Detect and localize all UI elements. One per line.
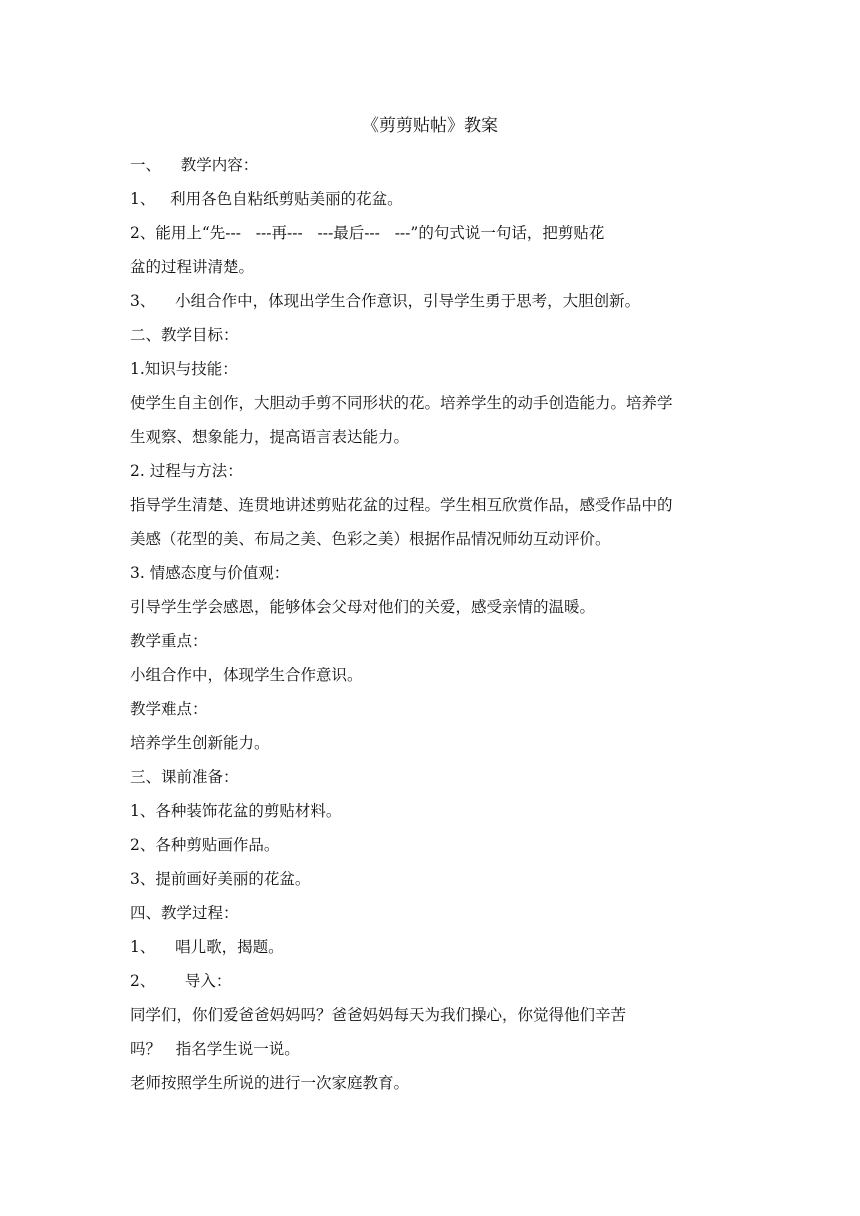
- goal-text-knowledge-skills-continued: 生观察、想象能力，提高语言表达能力。: [130, 428, 410, 446]
- content-item-3: 3、 小组合作中，体现出学生合作意识，引导学生勇于思考，大胆创新。: [130, 292, 641, 310]
- process-text-2: 老师按照学生所说的进行一次家庭教育。: [130, 1074, 410, 1092]
- goal-text-knowledge-skills: 使学生自主创作，大胆动手剪不同形状的花。培养学生的动手创造能力。培养学: [130, 394, 673, 412]
- section-heading-teaching-process: 四、教学过程：: [130, 904, 239, 922]
- process-item-1: 1、 唱儿歌，揭题。: [130, 938, 284, 956]
- difficulty-heading: 教学难点：: [130, 700, 208, 718]
- content-item-1: 1、 利用各色自粘纸剪贴美丽的花盆。: [130, 190, 403, 208]
- preparation-item-1: 1、各种装饰花盆的剪贴材料。: [130, 802, 342, 820]
- goal-text-process-methods-continued: 美感（花型的美、布局之美、色彩之美）根据作品情况师幼互动评价。: [130, 530, 611, 548]
- goal-heading-process-methods: 2. 过程与方法：: [130, 462, 243, 480]
- key-point-text: 小组合作中，体现学生合作意识。: [130, 666, 363, 684]
- content-item-2: 2、能用上“先--- ---再--- ---最后--- ---”的句式说一句话，把剪贴花: [130, 224, 605, 242]
- section-heading-preparation: 三、课前准备：: [130, 768, 239, 786]
- section-heading-teaching-content: 一、 教学内容：: [130, 156, 259, 174]
- process-text-1-continued: 吗？ 指名学生说一说。: [130, 1040, 300, 1058]
- key-point-heading: 教学重点：: [130, 632, 208, 650]
- document-body: [130, 148, 740, 1100]
- preparation-item-2: 2、各种剪贴画作品。: [130, 836, 280, 854]
- goal-heading-knowledge-skills: 1.知识与技能：: [130, 360, 238, 378]
- goal-heading-emotion-values: 3. 情感态度与价值观：: [130, 564, 290, 582]
- difficulty-text: 培养学生创新能力。: [130, 734, 270, 752]
- section-heading-teaching-goals: 二、教学目标：: [130, 326, 239, 344]
- process-text-1: 同学们，你们爱爸爸妈妈吗？爸爸妈妈每天为我们操心，你觉得他们辛苦: [130, 1006, 627, 1024]
- goal-text-emotion-values: 引导学生学会感恩，能够体会父母对他们的关爱，感受亲情的温暖。: [130, 598, 596, 616]
- process-item-2: 2、 导入：: [130, 972, 232, 990]
- preparation-item-3: 3、提前画好美丽的花盆。: [130, 870, 311, 888]
- goal-text-process-methods: 指导学生清楚、连贯地讲述剪贴花盆的过程。学生相互欣赏作品，感受作品中的: [130, 496, 673, 514]
- document-title: 《剪剪贴帖》教案: [362, 116, 498, 136]
- content-item-2-continued: 盆的过程讲清楚。: [130, 258, 255, 276]
